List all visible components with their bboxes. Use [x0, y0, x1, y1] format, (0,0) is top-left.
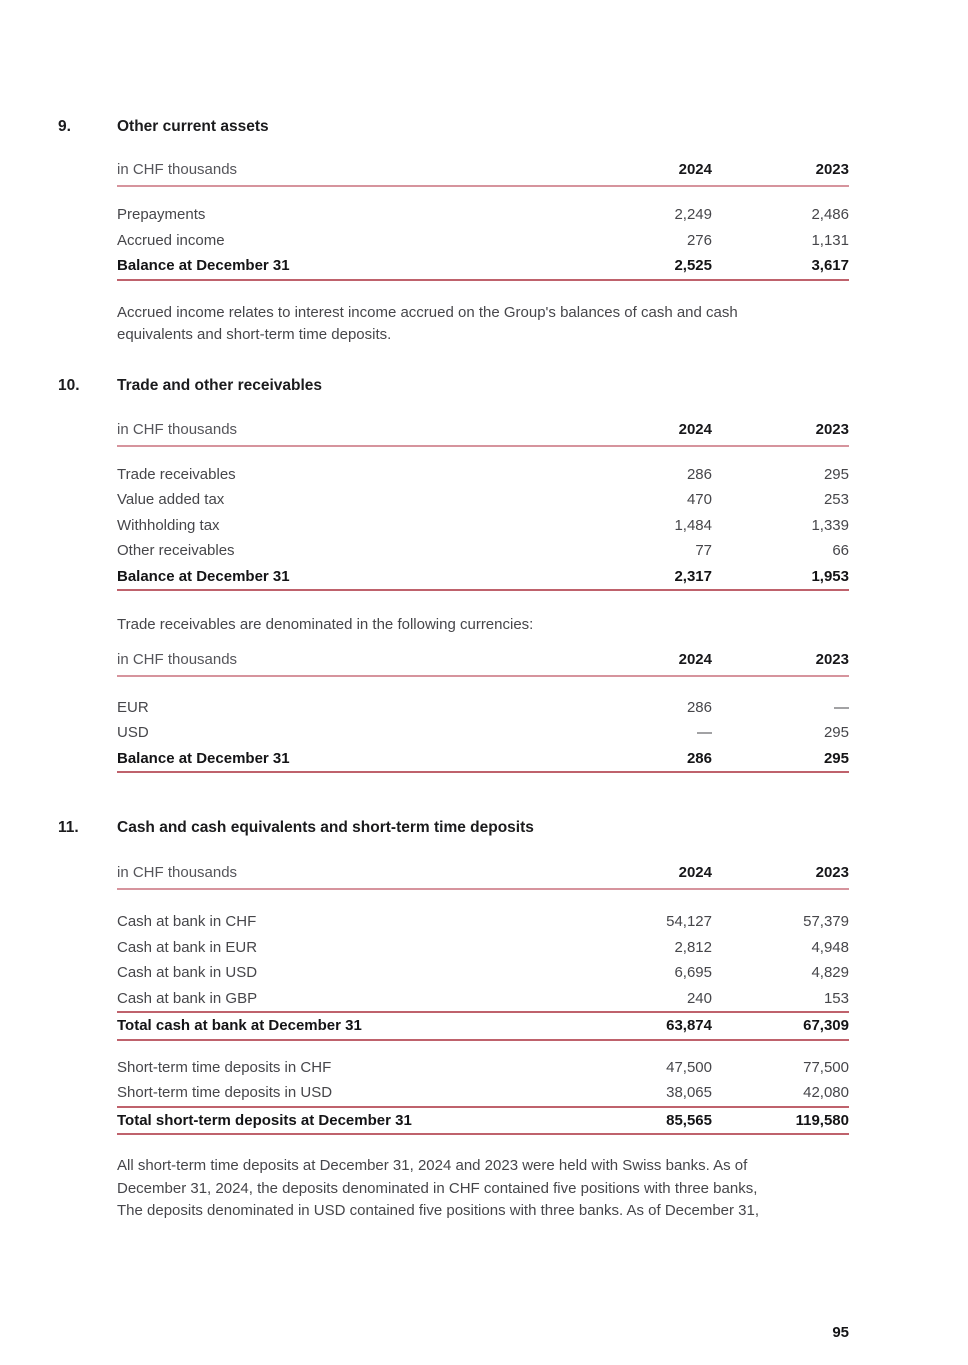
value-2024: 54,127: [666, 913, 712, 931]
table-total-row: [117, 1013, 849, 1039]
value-2023: 153: [823, 989, 849, 1007]
value-2023: 1,953: [811, 567, 849, 585]
value-2024: 286: [686, 698, 712, 716]
table-header-row: [117, 650, 849, 677]
value-2024: 286: [686, 465, 712, 483]
value-2023: 295: [823, 465, 849, 483]
value-2023: 1,131: [811, 231, 849, 249]
value-2024: 2,317: [674, 567, 712, 585]
row-label: Cash at bank in GBP: [117, 989, 258, 1007]
table-body: [117, 187, 849, 279]
value-2023: 253: [823, 491, 849, 509]
page-number: 95: [832, 1324, 849, 1341]
table-body: [117, 447, 849, 590]
column-header-2024: 2024: [678, 650, 712, 668]
table-bottom-rule: [117, 279, 849, 281]
trade-receivables-table: [117, 420, 849, 592]
section-11-title: Cash and cash equivalents and short-term time deposits: [117, 819, 534, 836]
row-label: Value added tax: [117, 491, 225, 509]
column-header-2024: 2024: [678, 161, 712, 178]
table-row: [117, 1080, 849, 1106]
value-2023: 295: [823, 724, 849, 742]
value-2024: 2,812: [674, 938, 712, 956]
value-2024: 63,874: [666, 1017, 712, 1035]
table-row: [117, 538, 849, 564]
section-11-heading: [58, 818, 849, 837]
value-2023: 1,339: [811, 516, 849, 534]
table-total-row: [117, 746, 849, 772]
value-2023: 67,309: [803, 1017, 849, 1035]
row-label: Cash at bank in USD: [117, 964, 258, 982]
table-total-row: [117, 253, 849, 279]
section-10-number: 10.: [58, 376, 80, 394]
value-2024: 240: [686, 989, 712, 1007]
section-11-paragraph: [117, 1155, 849, 1223]
paragraph-line: December 31, 2024, the deposits denominated in CHF contained five positions with three banks,: [117, 1179, 758, 1197]
cash-and-deposits-table: [117, 863, 849, 1135]
value-2024: 6,695: [674, 964, 712, 982]
column-header-2024: 2024: [678, 864, 712, 881]
paragraph-line: The deposits denominated in USD contained five positions with three banks. As of December 31,: [117, 1202, 760, 1219]
row-label: Trade receivables: [117, 465, 236, 483]
table-row: [117, 202, 849, 228]
table-total-row: [117, 1108, 849, 1134]
value-2024: 2,525: [674, 257, 712, 275]
value-2024: 38,065: [666, 1084, 712, 1102]
total-bottom-rule: [117, 1133, 849, 1135]
section-10-paragraph: [117, 614, 849, 637]
value-2024: 286: [686, 749, 712, 767]
row-label: Total cash at bank at December 31: [117, 1017, 362, 1035]
table-header-row: [117, 863, 849, 890]
value-2024: 1,484: [674, 516, 712, 534]
table-row: [117, 462, 849, 488]
table-group-gap: [117, 1041, 849, 1055]
row-label: Cash at bank in EUR: [117, 938, 258, 956]
table-row: [117, 513, 849, 539]
row-label: Prepayments: [117, 206, 206, 224]
row-label: Other receivables: [117, 542, 235, 560]
value-2023: 2,486: [811, 206, 849, 224]
row-label: Balance at December 31: [117, 257, 290, 275]
value-2024: 470: [686, 491, 712, 509]
receivables-currency-table: [117, 650, 849, 774]
value-2024: 85,565: [666, 1111, 712, 1129]
value-2024: 47,500: [666, 1058, 712, 1076]
table-row: [117, 720, 849, 746]
value-2023: 66: [832, 542, 849, 560]
value-2023: 295: [823, 749, 849, 767]
table-header-label: in CHF thousands: [117, 650, 238, 668]
table-row: [117, 909, 849, 935]
paragraph-line: All short-term time deposits at December 31, 2024 and 2023 were held with Swiss banks. As of: [117, 1157, 748, 1174]
value-2024: 2,249: [674, 206, 712, 224]
column-header-2023: 2023: [815, 650, 849, 668]
paragraph-line: equivalents and short-term time deposits.: [117, 326, 392, 343]
section-10-title: Trade and other receivables: [117, 376, 323, 394]
table-header-label: in CHF thousands: [117, 161, 238, 178]
other-current-assets-table: [117, 160, 849, 281]
value-2023: 119,580: [795, 1111, 849, 1129]
table-row: [117, 986, 849, 1012]
table-body: [117, 677, 849, 772]
section-11-number: 11.: [58, 819, 79, 836]
table-bottom-rule: [117, 589, 849, 591]
column-header-2023: 2023: [815, 420, 849, 438]
table-header-label: in CHF thousands: [117, 864, 238, 881]
row-label: Balance at December 31: [117, 749, 290, 767]
table-header-row: [117, 420, 849, 447]
section-9-paragraph: [117, 302, 849, 347]
row-label: Withholding tax: [117, 516, 220, 534]
row-label: Accrued income: [117, 231, 225, 249]
value-2023: 4,948: [811, 938, 849, 956]
table-row: [117, 487, 849, 513]
row-label: Balance at December 31: [117, 567, 290, 585]
table-header-label: in CHF thousands: [117, 420, 238, 438]
column-header-2024: 2024: [678, 420, 712, 438]
section-9-heading: [58, 117, 849, 136]
row-label: Cash at bank in CHF: [117, 913, 257, 931]
value-2023: —: [834, 698, 849, 716]
page-content: [58, 0, 849, 1223]
paragraph-line: Trade receivables are denominated in the following currencies:: [117, 616, 534, 633]
row-label: Total short-term deposits at December 31: [117, 1111, 412, 1129]
column-header-2023: 2023: [815, 864, 849, 881]
table-header-row: [117, 160, 849, 187]
value-2023: 3,617: [811, 257, 849, 275]
table-row: [117, 228, 849, 254]
value-2023: 77,500: [803, 1058, 849, 1076]
table-total-row: [117, 564, 849, 590]
table-row: [117, 1055, 849, 1081]
value-2024: 77: [695, 542, 712, 560]
value-2023: 57,379: [803, 913, 849, 931]
table-row: [117, 960, 849, 986]
section-9-number: 9.: [58, 118, 71, 135]
value-2023: 42,080: [803, 1084, 849, 1102]
column-header-2023: 2023: [815, 161, 849, 178]
table-bottom-rule: [117, 771, 849, 773]
row-label: Short-term time deposits in CHF: [117, 1058, 332, 1076]
row-label: Short-term time deposits in USD: [117, 1084, 333, 1102]
value-2023: 4,829: [811, 964, 849, 982]
section-9-title: Other current assets: [117, 118, 269, 135]
row-label: USD: [117, 724, 149, 742]
table-row: [117, 935, 849, 961]
table-row: [117, 695, 849, 721]
table-body: [117, 890, 849, 1135]
row-label: EUR: [117, 698, 149, 716]
section-10-heading: [58, 376, 849, 395]
value-2024: 276: [686, 231, 712, 249]
paragraph-line: Accrued income relates to interest income accrued on the Group's balances of cash and cash: [117, 303, 738, 321]
value-2024: —: [697, 724, 712, 742]
